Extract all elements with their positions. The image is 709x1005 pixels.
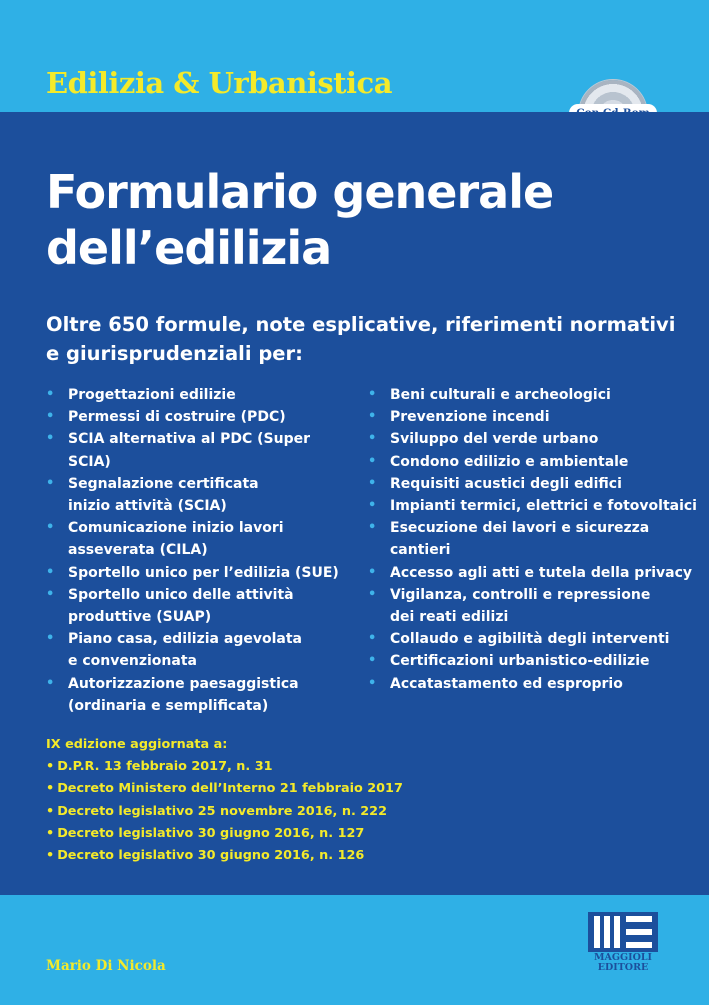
bullet-icon: • [368, 431, 377, 447]
topics-list-left [46, 384, 346, 717]
bullet-icon: • [368, 409, 377, 425]
topic-item-text: Sviluppo del verde urbano [390, 431, 599, 448]
topic-item [368, 384, 698, 406]
bullet-icon: • [46, 586, 55, 602]
topic-item [46, 562, 346, 584]
topic-item-text: Accesso agli atti e tutela della privacy [390, 564, 693, 581]
edition-update-text: Decreto legislativo 30 giugno 2016, n. 127 [57, 825, 365, 841]
publisher-name-line: EDITORE [597, 962, 649, 973]
topic-item-text: produttive (SUAP) [68, 609, 212, 626]
bullet-icon: • [368, 520, 377, 536]
topic-item-text: Sportello unico per l’edilizia (SUE) [68, 564, 339, 581]
topic-item [46, 473, 346, 517]
topic-item [368, 451, 698, 473]
topic-item-text: dei reati edilizi [390, 609, 509, 626]
topic-item-text: inizio attività (SCIA) [68, 498, 227, 515]
topic-item [368, 428, 698, 450]
topic-item-text: Permessi di costruire (PDC) [68, 409, 286, 426]
publisher-name [588, 953, 658, 973]
bullet-icon: • [46, 675, 55, 691]
bullet-icon: • [368, 675, 377, 691]
topic-item-text: asseverata (CILA) [68, 542, 208, 559]
topic-item [368, 673, 698, 695]
series-title: Edilizia & Urbanistica [46, 66, 393, 100]
edition-update-item [46, 778, 403, 800]
bullet-icon: • [368, 387, 377, 402]
bullet-icon: • [368, 498, 377, 514]
main-panel [0, 112, 709, 895]
edition-updates-list [46, 756, 403, 867]
topic-item [46, 406, 346, 428]
topic-item [368, 406, 698, 428]
edition-info [46, 734, 403, 867]
book-title [46, 164, 553, 276]
topic-item-text: Prevenzione incendi [390, 409, 550, 426]
bullet-icon: • [46, 409, 55, 425]
edition-update-item [46, 756, 403, 778]
maggioli-logo [588, 912, 658, 972]
topic-item [368, 584, 698, 628]
bullet-icon: • [368, 564, 377, 580]
topic-item-text: SCIA alternativa al PDC (Super SCIA) [68, 431, 310, 470]
topic-item-text: Piano casa, edilizia agevolata [68, 631, 302, 648]
author-name: Mario Di Nicola [46, 958, 166, 974]
bullet-icon: • [46, 631, 55, 647]
topic-item-text: Impianti termici, elettrici e fotovoltaici [390, 498, 697, 515]
logo-mark [588, 912, 658, 952]
topic-item-text: cantieri [390, 542, 451, 559]
topics-list-right [368, 384, 698, 695]
edition-update-item [46, 845, 403, 867]
topic-item-text: (ordinaria e semplificata) [68, 697, 269, 714]
topic-item-text: Segnalazione certificata [68, 475, 259, 492]
bullet-icon: • [46, 431, 55, 447]
edition-update-text: Decreto Ministero dell’Interno 21 febbraio 2017 [57, 781, 403, 797]
topic-item [46, 384, 346, 406]
edition-update-text: Decreto legislativo 25 novembre 2016, n. 222 [57, 803, 387, 819]
topic-item [46, 628, 346, 672]
topic-item-text: Collaudo e agibilità degli interventi [390, 631, 670, 648]
publisher-name-line: MAGGIOLI [594, 952, 652, 963]
bullet-icon: • [368, 586, 377, 602]
bullet-icon: • [46, 848, 55, 864]
topic-item [368, 628, 698, 650]
topic-item [368, 517, 698, 561]
topic-item [46, 517, 346, 561]
bullet-icon: • [368, 475, 377, 491]
topic-item-text: Autorizzazione paesaggistica [68, 675, 299, 692]
topic-item-text: Esecuzione dei lavori e sicurezza [390, 520, 650, 537]
edition-title: IX edizione aggiornata a: [46, 737, 228, 752]
topic-item-text: Requisiti acustici degli edifici [390, 475, 622, 492]
topic-item [368, 650, 698, 672]
topic-item-text: Sportello unico delle attività [68, 586, 294, 603]
bullet-icon: • [46, 781, 55, 797]
topic-item-text: Condono edilizio e ambientale [390, 453, 629, 470]
book-title-line: dell’edilizia [46, 221, 332, 275]
bullet-icon: • [368, 631, 377, 647]
bullet-icon: • [46, 387, 55, 402]
topic-item [368, 495, 698, 517]
topic-item-text: Vigilanza, controlli e repressione [390, 586, 651, 603]
bullet-icon: • [46, 825, 55, 841]
topic-item-text: Beni culturali e archeologici [390, 387, 611, 403]
topic-item-text: Progettazioni edilizie [68, 387, 236, 403]
topic-item-text: Accatastamento ed esproprio [390, 675, 623, 692]
book-subtitle: Oltre 650 formule, note esplicative, riferimenti normativi e giurisprudenziali per: [46, 313, 676, 365]
topic-item [46, 428, 346, 472]
edition-update-text: Decreto legislativo 30 giugno 2016, n. 126 [57, 848, 365, 864]
bullet-icon: • [46, 759, 55, 775]
bullet-icon: • [46, 803, 55, 819]
topic-item [368, 562, 698, 584]
book-title-line: Formulario generale [46, 165, 554, 219]
bullet-icon: • [46, 475, 55, 491]
edition-update-item [46, 801, 403, 823]
topic-item [46, 673, 346, 717]
bullet-icon: • [368, 653, 377, 669]
bullet-icon: • [46, 564, 55, 580]
edition-update-item [46, 823, 403, 845]
edition-update-text: D.P.R. 13 febbraio 2017, n. 31 [57, 759, 273, 775]
topic-item-text: Certificazioni urbanistico-edilizie [390, 653, 650, 670]
bullet-icon: • [46, 520, 55, 536]
topic-item [46, 584, 346, 628]
topic-item-text: Comunicazione inizio lavori [68, 520, 284, 537]
bullet-icon: • [368, 453, 377, 469]
topic-item [368, 473, 698, 495]
topic-item-text: e convenzionata [68, 653, 197, 670]
